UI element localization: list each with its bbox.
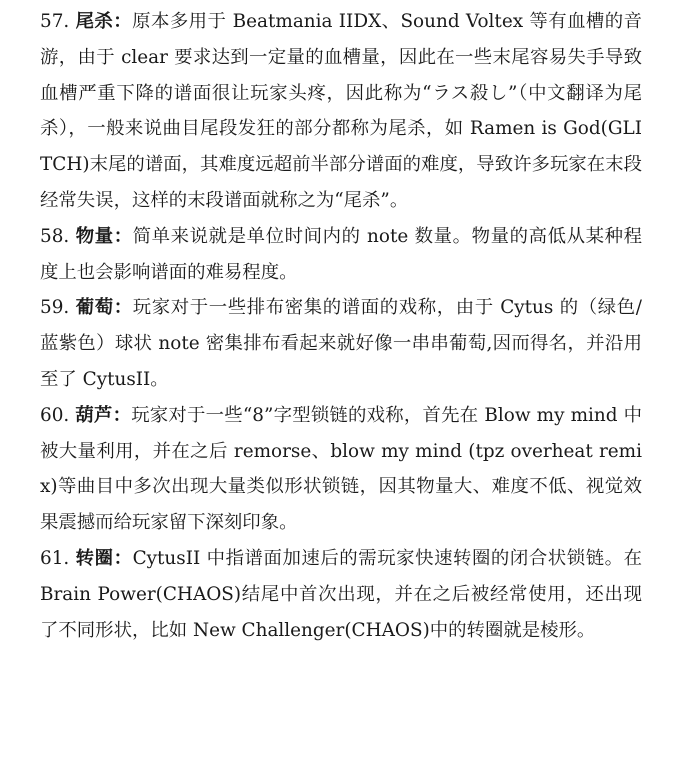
entry-colon: ：: [113, 547, 133, 569]
entry-text: 玩家对于一些“8”字型锁链的戏称，首先在 Blow my mind 中被大量利用，并在之后 remorse、blow my mind (tpz overheat remix)等曲目中多次出现大量类似形状锁链，因其物量大、难度不低、视觉效果震撼而给玩家留下深刻印象。: [40, 404, 642, 534]
entry-number: 59.: [40, 297, 70, 319]
entry-colon: ：: [113, 225, 133, 247]
entry-text: 玩家对于一些排布密集的谱面的戏称，由于 Cytus 的（绿色/蓝紫色）球状 note 密集排布看起来就好像一串串葡萄,因而得名，并沿用至了 CytusII。: [40, 297, 642, 390]
entry-text: CytusII 中指谱面加速后的需玩家快速转圈的闭合状锁链。在 Brain Power(CHAOS)结尾中首次出现，并在之后被经常使用，还出现了不同形状，比如 New Challenger(CHAOS)中的转圈就是棱形。: [40, 547, 642, 641]
entry-term: 尾杀: [75, 11, 114, 32]
entry-colon: ：: [113, 297, 133, 319]
entry-number: 61.: [40, 547, 70, 569]
entry-term: 转圈: [75, 547, 114, 569]
glossary-entry-60: [40, 398, 642, 541]
entry-number: 58.: [40, 225, 70, 247]
entry-term: 葫芦: [75, 404, 113, 426]
entry-term: 葡萄: [75, 297, 114, 319]
entry-colon: ：: [112, 404, 132, 426]
glossary-entry-57: [40, 4, 642, 219]
entry-text: 简单来说就是单位时间内的 note 数量。物量的高低从某种程度上也会影响谱面的难易程度。: [40, 225, 642, 283]
glossary-entry-61: [40, 541, 642, 648]
entry-number: 57.: [40, 11, 70, 32]
glossary-entry-59: [40, 290, 642, 397]
glossary-page: [40, 4, 642, 648]
entry-colon: ：: [113, 11, 133, 32]
entry-term: 物量: [75, 225, 114, 247]
glossary-entry-58: [40, 219, 642, 291]
entry-text: 原本多用于 Beatmania IIDX、Sound Voltex 等有血槽的音游，由于 clear 要求达到一定量的血槽量，因此在一些末尾容易失手导致血槽严重下降的谱面很让玩家头疼，因此称为“ラス殺し”（中文翻译为尾杀），一般来说曲目尾段发狂的部分都称为尾杀，如 Ramen is God(GLITCH)末尾的谱面，其难度远超前半部分谱面的难度，导致许多玩家在末段经常失误，这样的末段谱面就称之为“尾杀”。: [40, 11, 642, 211]
entry-number: 60.: [40, 404, 70, 426]
